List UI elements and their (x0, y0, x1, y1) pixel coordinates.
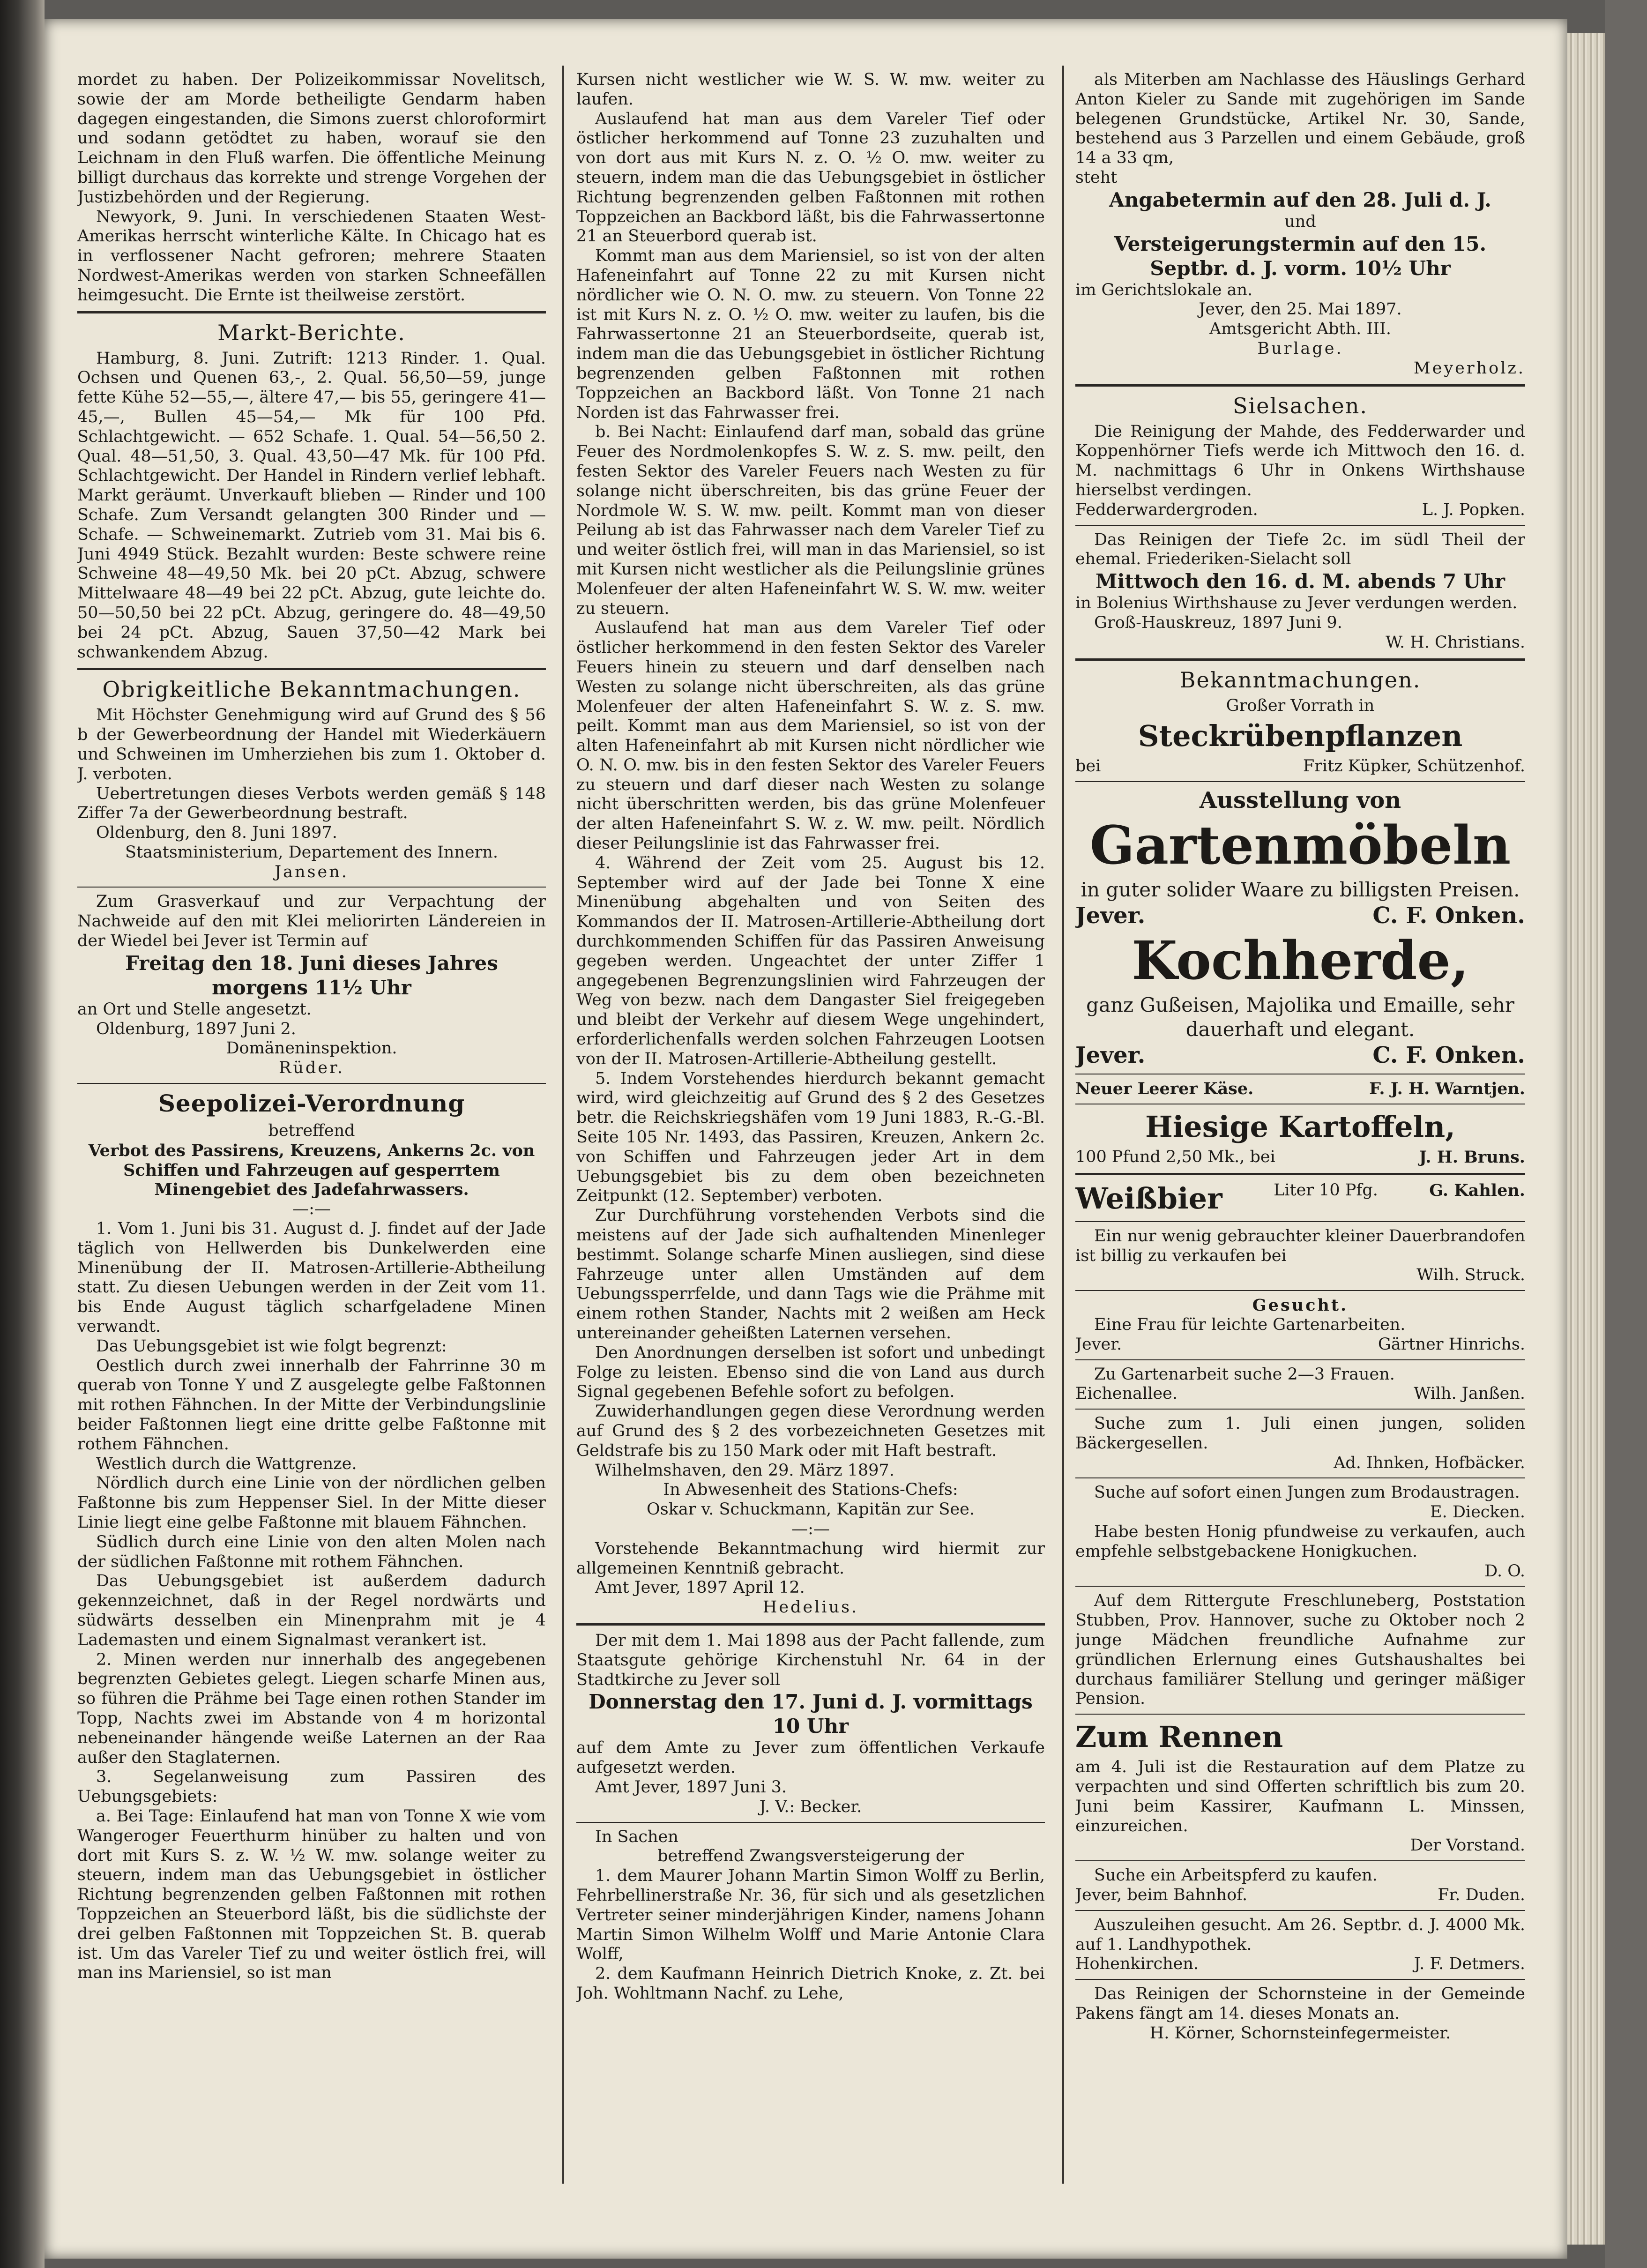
divider (1075, 1409, 1525, 1410)
ad-row (1075, 902, 1525, 929)
ad-name: Wilh. Struck. (1416, 1266, 1525, 1285)
ad-headline: Ausstellung von (1199, 787, 1401, 814)
ad-name: H. Körner, Schornsteinfegermeister. (1149, 2023, 1451, 2043)
ad-place: Eichenallee. (1075, 1384, 1177, 1403)
notice-date: Versteigerungstermin auf den 15. Septbr. d. J. vorm. 10½ Uhr (1114, 232, 1487, 280)
ad-text: Suche ein Arbeitspferd zu kaufen. (1094, 1866, 1378, 1885)
notice-text: an Ort und Stelle angesetzt. (77, 1000, 312, 1019)
notice-date: Angabetermin auf den 28. Juli d. J. (1109, 188, 1491, 211)
notice-text: betreffend Zwangsversteigerung der (657, 1847, 964, 1866)
divider (1075, 1860, 1525, 1861)
notice-date: Freitag den 18. Juni dieses Jahres morgens 11½ Uhr (125, 951, 498, 999)
ad-gartenmoebeln: Gartenmöbeln (1089, 815, 1511, 877)
notice-text: Zum Grasverkauf und zur Verpachtung der Nachweide auf den mit Klei meliorirten Ländereien in der Wiedel bei Jever ist Termin auf (77, 892, 546, 951)
ad-text: bei (1075, 757, 1101, 776)
column-2 (576, 70, 1045, 2235)
ordinance-text: Das Uebungsgebiet ist wie folgt begrenzt: (96, 1336, 447, 1356)
divider (1075, 1173, 1525, 1175)
ad-text: ganz Gußeisen, Majolika und Emaille, sehr dauerhaft und elegant. (1086, 993, 1514, 1041)
notice-text: 2. dem Kaufmann Heinrich Dietrich Knoke, z. Zt. bei Joh. Wohltmann Nachf. zu Lehe, (576, 1964, 1045, 2003)
ad-text: Eine Frau für leichte Gartenarbeiten. (1094, 1315, 1406, 1334)
ad-text: Suche zum 1. Juli einen jungen, soliden Bäckergesellen. (1075, 1414, 1525, 1453)
ordinance-text: Zuwiderhandlungen gegen diese Verordnung werden auf Grund des § 2 des vorbezeichneten Gesetzes mit Geldstrafe bis zu 150 Mark oder mit Haft bestraft. (576, 1402, 1045, 1460)
divider (1075, 1910, 1525, 1911)
notice-date: Mittwoch den 16. d. M. abends 7 Uhr (1095, 570, 1505, 593)
ad-text: Suche auf sofort einen Jungen zum Brodaustragen. (1094, 1483, 1520, 1502)
notice-name: Jansen. (275, 862, 349, 881)
separator: —:— (791, 1519, 830, 1538)
notice-text: Der mit dem 1. Mai 1898 aus der Pacht fallende, zum Staatsgute gehörige Kirchenstuhl Nr. 64 in der Stadtkirche zu Jever soll (576, 1631, 1045, 1689)
ad-text: am 4. Juli ist die Restauration auf dem Platze zu verpachten und sind Offerten schriftlich bis zum 20. Juni beim Kassirer, Kaufmann L. Minssen, einzureichen. (1075, 1758, 1525, 1835)
ad-row (1075, 1384, 1525, 1404)
divider (576, 1822, 1045, 1823)
section-heading-bek: Bekanntmachungen. (1179, 667, 1421, 693)
notice-place: Groß-Hauskreuz, 1897 Juni 9. (1094, 613, 1342, 632)
ad-row (1075, 1886, 1525, 1905)
ad-name: E. Diecken. (1430, 1503, 1525, 1522)
column-rule (562, 66, 564, 2184)
notice-place: Amt Jever, 1897 April 12. (595, 1578, 805, 1597)
divider (1075, 525, 1525, 526)
notice-text: Uebertretungen dieses Verbots werden gemäß § 148 Ziffer 7a der Gewerbeordnung bestraft. (77, 784, 546, 823)
divider (77, 668, 546, 670)
notice-name: Rüder. (278, 1059, 345, 1078)
article-newyork: Newyork, 9. Juni. In verschiedenen Staaten West-Amerikas herrscht winterliche Kälte. In Chicago hat es in verflossener Nacht gefroren; mehrere Staaten Nordwest-Amerikas werden von starken Schneefällen heimgesucht. Die Ernte ist theilweise zerstört. (77, 207, 546, 305)
ordinance-text: 3. Segelanweisung zum Passiren des Uebungsgebiets: (77, 1768, 546, 1806)
ad-kartoffeln: Hiesige Kartoffeln, (1145, 1109, 1455, 1144)
ad-name: Gärtner Hinrichs. (1378, 1335, 1525, 1354)
ad-place: Jever, beim Bahnhof. (1075, 1886, 1248, 1905)
sign-row (1075, 500, 1525, 520)
ad-row (1075, 1955, 1525, 1974)
ad-name: Ad. Ihnken, Hofbäcker. (1334, 1453, 1525, 1472)
ad-row (1075, 1079, 1525, 1099)
divider (576, 1623, 1045, 1626)
divider (1075, 1290, 1525, 1291)
divider (1075, 1979, 1525, 1980)
ad-text: Ein nur wenig gebrauchter kleiner Dauerbrandofen ist billig zu verkaufen bei (1075, 1226, 1525, 1265)
section-heading-siel: Sielsachen. (1232, 393, 1368, 418)
ordinance-text: 2. Minen werden nur innerhalb des angegebenen begrenzten Gebietes gelegt. Liegen scharfe Minen aus, so führen die Prähme bei Tage einen rothen Stander im Topp, Nachts zwei im Abstande von 4 m horizontal nebeneinander hängende weiße Laternen an der Raa außer den Staglaternen. (77, 1650, 546, 1767)
divider (1075, 1586, 1525, 1587)
ad-place: Jever. (1075, 1335, 1122, 1354)
ordinance-sign: In Abwesenheit des Stations-Chefs: (663, 1480, 958, 1500)
ad-kochherde: Kochherde, (1132, 930, 1469, 992)
ordinance-text: Südlich durch eine Linie von den alten Molen nach der südlichen Faßtonne mit rothem Fähnchen. (77, 1532, 546, 1571)
notice-text: Die Reinigung der Mahde, des Fedderwarder und Koppenhörner Tiefs werde ich Mittwoch den 16. d. M. nachmittags 6 Uhr in Onkens Wirthshause hierselbst verdingen. (1075, 422, 1525, 500)
ad-name: F. J. H. Warntjen. (1369, 1079, 1525, 1099)
ad-zum-rennen: Zum Rennen (1075, 1720, 1283, 1754)
ad-row (1075, 1181, 1525, 1216)
ordinance-text: Westlich durch die Wattgrenze. (96, 1454, 357, 1473)
notice-place: Oldenburg, 1897 Juni 2. (96, 1019, 296, 1038)
ad-name: G. Kahlen. (1429, 1180, 1525, 1200)
ad-place: Jever. (1075, 1042, 1146, 1069)
ad-text: in guter solider Waare zu billigsten Preisen. (1081, 878, 1520, 902)
name: L. J. Popken. (1422, 500, 1525, 519)
ad-heading: Gesucht. (1252, 1296, 1349, 1315)
page-edges (1567, 33, 1605, 2245)
notice-name: W. H. Christians. (1386, 633, 1525, 652)
notice-name: Burlage. (1257, 339, 1343, 358)
divider (1075, 658, 1525, 661)
section-heading-markt: Markt-Berichte. (217, 320, 406, 345)
ad-text: Auf dem Rittergute Freschluneberg, Poststation Stubben, Prov. Hannover, suche zu Oktober noch 2 junge Mädchen freundliche Aufnahme zur gründlichen Erlernung eines Gutshaushaltes bei durchaus familiärer Stellung und geringer mäßiger Pension. (1075, 1591, 1525, 1708)
ad-name: Fritz Küpker, Schützenhof. (1303, 757, 1525, 776)
ordinance-text: b. Bei Nacht: Einlaufend darf man, sobald das grüne Feuer des Nordmolenkopfes S. W. z. S. mw. peilt, den festen Sektor des Vareler Feuers nach Westen zu für solange nicht überschreiten, bis das grüne Feuer der Nordmole W. S. W. mw. peilt. Kommt man von dieser Peilung ab ist das Fahrwasser nach dem Vareler Tief zu und weiter östlich frei, will man in das Mariensiel, so ist mit Kursen nicht westlicher als die Peilungslinie grünes Molenfeuer der alten Hafeneinfahrt W. S. W. mw. weiter zu steuern. (576, 423, 1045, 618)
ad-steckrueben: Steckrübenpflanzen (1138, 719, 1463, 754)
ad-name: C. F. Onken. (1372, 903, 1525, 929)
ad-row (1075, 1148, 1525, 1167)
ad-text: Neuer Leerer Käse. (1075, 1079, 1254, 1099)
notice-place: Oldenburg, den 8. Juni 1897. (96, 823, 337, 843)
notice-text: als Miterben am Nachlasse des Häuslings Gerhard Anton Kieler zu Sande mit zugehörigen im Sande belegenen Grundstücke, Artikel Nr. 30, Sande, bestehend aus 3 Parzellen und einem Gebäude, groß 14 a 33 qm, (1075, 70, 1525, 168)
background-right (1605, 0, 1647, 2268)
ad-text: Zu Gartenarbeit suche 2—3 Frauen. (1094, 1365, 1395, 1384)
ad-name: Fr. Duden. (1438, 1886, 1525, 1905)
newspaper-page (45, 19, 1567, 2259)
ad-row (1075, 757, 1525, 776)
ordinance-text: Kursen nicht westlicher wie W. S. W. mw. weiter zu laufen. (576, 70, 1045, 109)
notice-name: Meyerholz. (1413, 358, 1525, 378)
column-1 (77, 70, 546, 2235)
ordinance-text: Das Uebungsgebiet ist außerdem dadurch gekennzeichnet, daß in der Regel nordwärts und südwärts desselben ein Minenprahm mit je 4 Lademasten und einem Signalmast verankert ist. (77, 1572, 546, 1649)
notice-place: Jever, den 25. Mai 1897. (1199, 300, 1402, 319)
divider (1075, 1714, 1525, 1715)
divider (1075, 1359, 1525, 1360)
ordinance-text: 4. Während der Zeit vom 25. August bis 12. September wird auf der Jade bei Tonne X eine Minenübung abgehalten und von Seiten des Kommandos der II. Matrosen-Artillerie-Abtheilung dort durchkommenden Schiffen für das Passiren Anweisung gegeben werden. Ungeachtet der unter Ziffer 1 angegebenen Begrenzungslinien wird Fahrzeugen der Weg von bezw. nach dem Dangaster Siel freigegeben und bleibt der Verkehr auf diesem Wege ungehindert, erforderlichenfalls werden solchen Fahrzeugen Lootsen von der II. Matrosen-Artillerie-Abtheilung gestellt. (576, 853, 1045, 1068)
section-heading-obrig: Obrigkeitliche Bekanntmachungen. (102, 677, 521, 702)
ad-text: Das Reinigen der Schornsteine in der Gemeinde Pakens fängt am 14. dieses Monats an. (1075, 1984, 1525, 2023)
ad-place: Jever. (1075, 903, 1146, 929)
ordinance-text: Kommt man aus dem Mariensiel, so ist von der alten Hafeneinfahrt auf Tonne 22 zu mit Kursen nicht nördlicher wie O. N. O. mw. zu steuern. Von Tonne 22 ist mit Kurs N. z. O. ½ O. mw. weiter zu laufen, bis die Fahrwassertonne 21 an Steuerbordseite, querab ist, indem man die das Uebungsgebiet in östlicher Richtung begrenzenden gelben Faßtonnen mit rothen Toppzeichen an Backbord läßt. Von Tonne 21 nach Norden ist das Fahrwasser frei. (576, 246, 1045, 422)
ad-name: Wilh. Janßen. (1414, 1384, 1525, 1403)
ordinance-text: Nördlich durch eine Linie von der nördlichen gelben Faßtonne bis zum Heppenser Siel. In der Mitte dieser Linie liegt eine gelbe Faßtonne mit blauem Fähnchen. (77, 1474, 546, 1532)
notice-text: 1. dem Maurer Johann Martin Simon Wolff zu Berlin, Fehrbellinerstraße Nr. 36, für sich und als gesetzlichen Vertreter seiner minderjährigen Kinder, namens Johann Martin Simon Wilhelm Wolff und Marie Antonie Clara Wolff, (576, 1866, 1045, 1964)
notice-text: in Bolenius Wirthshause zu Jever verdungen werden. (1075, 594, 1518, 613)
place: Fedderwardergroden. (1075, 500, 1258, 519)
notice-text: In Sachen (595, 1827, 678, 1846)
ad-name: Der Vorstand. (1410, 1836, 1525, 1855)
ad-text: Auszuleihen gesucht. Am 26. Septbr. d. J. 4000 Mk. auf 1. Landhypothek. (1075, 1915, 1525, 1954)
notice-sign: Staatsministerium, Departement des Innern. (125, 843, 498, 862)
ordinance-text: a. Bei Tage: Einlaufend hat man von Tonne X wie vom Wangeroger Feuerthurm hinüber zu halten und von dort mit Kurs S. z. W. ½ W. mw. solange weiter zu steuern, indem man das Uebungsgebiet in östlicher Richtung begrenzenden gelben Faßtonnen mit rothen Toppzeichen an Steuerbord läßt, bis die südlichste der drei gelben Faßtonnen mit Toppzeichen St. B. querab ist. Um das Vareler Tief zu und weiter östlich frei, will man ins Mariensiel, so ist man (77, 1806, 546, 1983)
ad-row (1075, 1042, 1525, 1069)
subheading: betreffend (268, 1121, 355, 1141)
article-text: mordet zu haben. Der Polizeikommissar Novelitsch, sowie der am Morde betheiligte Gendarm haben dagegen eingestanden, die Simons zuerst chloroformirt und sodann getödtet zu haben, worauf sie den Leichnam in den Fluß warfen. Die öffentliche Meinung billigt durchaus das korrekte und strenge Vorgehen der Justizbehörden und der Regierung. (77, 70, 546, 207)
ad-text: Großer Vorrath in (1226, 696, 1375, 715)
ordinance-text: Den Anordnungen derselben ist sofort und unbedingt Folge zu leisten. Ebenso sind die von Land aus durch Signal gegebenen Befehle sofort zu befolgen. (576, 1343, 1045, 1402)
notice-text: Das Reinigen der Tiefe 2c. im südl Theil der ehemal. Friederiken-Sielacht soll (1075, 530, 1525, 569)
ordinance-text: Zur Durchführung vorstehenden Verbots sind die meistens auf der Jade sich aufhaltenden Minenleger bestimmt. Solange scharfe Minen ausliegen, sind diese Fahrzeuge unter allen Umständen auf dem Uebungssperrfelde, und dann Tags wie die Prähme mit einem rothen Stander, Nachts mit 2 weißen am Heck untereinander geheißten Laternen versehen. (576, 1206, 1045, 1343)
ad-name: J. F. Detmers. (1414, 1955, 1525, 1974)
notice-text: Mit Höchster Genehmigung wird auf Grund des § 56 b der Gewerbeordnung der Handel mit Wiederkäuern und Schweinen im Umherziehen bis zum 1. Oktober d. J. verboten. (77, 706, 546, 783)
ad-name: J. H. Bruns. (1419, 1147, 1525, 1167)
notice-text: im Gerichtslokale an. (1075, 280, 1253, 299)
divider (1075, 781, 1525, 782)
ordinance-text: Auslaufend hat man aus dem Vareler Tief oder östlicher herkommend auf Tonne 23 zuzuhalten und von dort aus mit Kurs N. z. O. ½ O. mw. weiter zu steuern, indem man die das Uebungsgebiet in östlicher Richtung begrenzenden gelben Faßtonnen mit rothen Toppzeichen an Backbord läßt, bis die Fahrwassertonne 21 an Steuerbord querab ist. (576, 109, 1045, 246)
notice-sign: Domäneninspektion. (226, 1039, 397, 1058)
book-spine (0, 0, 45, 2268)
ordinance-text: 1. Vom 1. Juni bis 31. August d. J. findet auf der Jade täglich von Hellwerden bis Dunkelwerden eine Minenübung der II. Matrosen-Artillerie-Abtheilung statt. Zu diesen Uebungen werden in der Zeit vom 11. bis Ende August täglich scharfgeladene Minen verwandt. (77, 1219, 546, 1336)
divider (1075, 1477, 1525, 1478)
ordinance-name: Oskar v. Schuckmann, Kapitän zur See. (647, 1500, 975, 1519)
column-3 (1075, 70, 1525, 2235)
ordinance-text: 5. Indem Vorstehendes hierdurch bekannt gemacht wird, wird gleichzeitig auf Grund des § 2 des Gesetzes betr. die Reichskriegshäfen vom 19 Juni 1883, R.-G.-Bl. Seite 105 Nr. 1493, das Passiren, Kreuzen, Ankern 2c. von Schiffen und Fahrzeugen jeder Art in dem Uebungsgebiet bis zu dem oben bezeichneten Zeitpunkt (12. September) verboten. (576, 1069, 1045, 1206)
ad-weissbier: Weißbier (1075, 1181, 1222, 1216)
market-report: Hamburg, 8. Juni. Zutrift: 1213 Rinder. 1. Qual. Ochsen und Quenen 63,-, 2. Qual. 56,50—59, junge fette Kühe 52—55,—, ältere 47,— bis 55, geringere 41—45,—, Bullen 45—54,— Mk für 100 Pfd. Schlachtgewicht. — 652 Schafe. 1. Qual. 54—56,50 2. Qual. 48—51,50, 3. Qual. 43,50—47 Mk. für 100 Pfd. Schlachtgewicht. Der Handel in Rindern verlief lebhaft. Markt geräumt. Unverkauft blieben — Rinder und 100 Schafe. Zum Versandt gelangten 300 Rinder und — Schafe. — Schweinemarkt. Zutrieb vom 31. Mai bis 6. Juni 4949 Stück. Bezahlt wurden: Beste schwere reine Schweine 48—49,50 Mk. bei 20 pCt. Abzug, schwere Mittelwaare 48—49 bei 22 pCt. Abzug, gute leichte do. 50—50,50 bei 22 pCt. Abzug, geringere do. 48—49,50 bei 24 pCt. Abzug, Sauen 37,50—42 Mark bei schwankendem Abzug. (77, 349, 546, 662)
subheading-bold: Verbot des Passirens, Kreuzens, Ankerns 2c. von Schiffen und Fahrzeugen auf gesperrtem Minengebiet des Jadefahrwassers. (88, 1141, 535, 1200)
divider (1075, 1221, 1525, 1222)
ordinance-text: Auslaufend hat man aus dem Vareler Tief oder östlicher herkommend in den festen Sektor des Vareler Feuers hinein zu steuern und darf denselben nach Westen zu solange nicht überschreiten, als das grüne Molenfeuer der alten Hafeneinfahrt S. W. z. S. mw. peilt. Kommt man aus dem Mariensiel, so ist von der alten Hafeneinfahrt ab mit Kursen nicht nördlicher wie O. N. O. mw. bis in den festen Sektor des Vareler Feuers zu steuern und darf dieser nach Westen zu solange nicht überschritten werden, bis das grüne Molenfeuer der alten Hafeneinfahrt S. W. z. W. mw. peilt. Nördlich dieser Peilungslinie ist das Fahrwasser frei. (576, 619, 1045, 853)
ad-row (1075, 1335, 1525, 1355)
notice-text: Vorstehende Bekanntmachung wird hiermit zur allgemeinen Kenntniß gebracht. (576, 1539, 1045, 1578)
notice-name: Hedelius. (762, 1598, 859, 1617)
divider (77, 311, 546, 313)
notice-sign: Amtsgericht Abth. III. (1209, 320, 1391, 339)
notice-text: steht (1075, 168, 1118, 187)
section-heading-seepolizei: Seepolizei-Verordnung (158, 1089, 465, 1118)
divider (77, 887, 546, 888)
divider (1075, 384, 1525, 387)
ad-place: Hohenkirchen. (1075, 1955, 1199, 1974)
notice-text: und (1284, 212, 1316, 231)
ad-name: D. O. (1484, 1561, 1525, 1581)
divider (77, 1083, 546, 1084)
notice-text: auf dem Amte zu Jever zum öffentlichen Verkaufe aufgesetzt werden. (576, 1738, 1045, 1777)
ordinance-text: Oestlich durch zwei innerhalb der Fahrrinne 30 m querab von Tonne Y und Z ausgelegte gelbe Faßtonnen mit rothen Fähnchen. In der Mitte der Verbindungslinie beider Faßtonnen liegt eine dritte gelbe Faßtonne mit rothem Fähnchen. (77, 1356, 546, 1454)
column-rule (1062, 66, 1064, 2184)
separator: —:— (292, 1200, 331, 1219)
notice-place: Amt Jever, 1897 Juni 3. (595, 1777, 787, 1797)
notice-date: Donnerstag den 17. Juni d. J. vormittags 10 Uhr (589, 1690, 1033, 1738)
ad-text: 100 Pfund 2,50 Mk., bei (1075, 1147, 1275, 1166)
ad-text: Habe besten Honig pfundweise zu verkaufen, auch empfehle selbstgebackene Honigkuchen. (1075, 1522, 1525, 1561)
notice-name: J. V.: Becker. (759, 1797, 862, 1816)
ad-name: C. F. Onken. (1372, 1042, 1525, 1069)
ad-price: Liter 10 Pfg. (1274, 1180, 1378, 1200)
ordinance-date: Wilhelmshaven, den 29. März 1897. (595, 1461, 894, 1480)
